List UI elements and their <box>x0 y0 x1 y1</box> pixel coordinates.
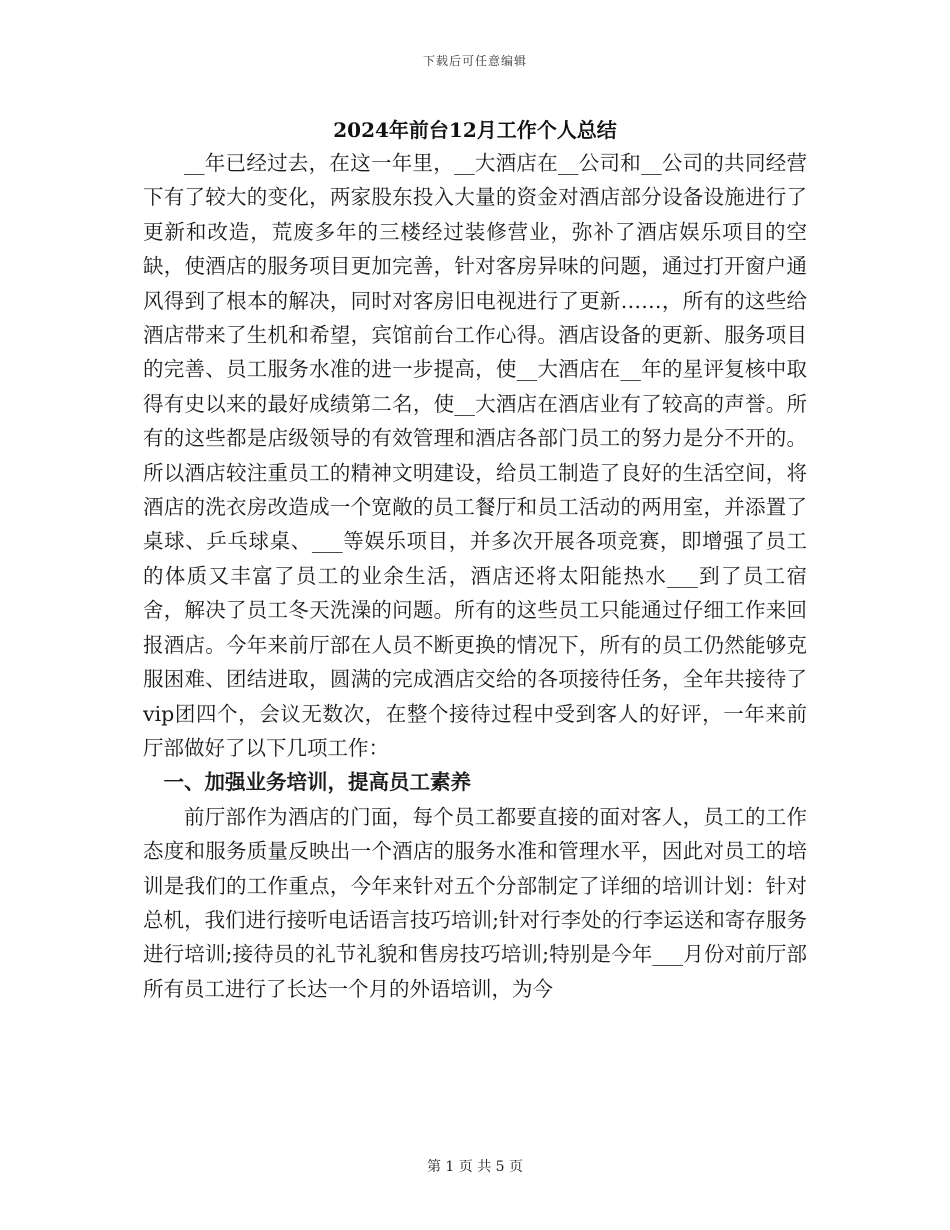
paragraph-intro: __年已经过去，在这一年里，__大酒店在__公司和__公司的共同经营下有了较大的变化，两家股东投入大量的资金对酒店部分设备设施进行了更新和改造，荒废多年的三楼经过装修营业，弥补了酒店娱乐项目的空缺，使酒店的服务项目更加完善，针对客房异味的问题，通过打开窗户通风得到了根本的解决，同时对客房旧电视进行了更新……，所有的这些给酒店带来了生机和希望，宾馆前台工作心得。酒店设备的更新、服务项目的完善、员工服务水准的进一步提高，使__大酒店在__年的星评复核中取得有史以来的最好成绩第二名，使__大酒店在酒店业有了较高的声誉。所有的这些都是店级领导的有效管理和酒店各部门员工的努力是分不开的。所以酒店较注重员工的精神文明建设，给员工制造了良好的生活空间，将酒店的洗衣房改造成一个宽敞的员工餐厅和员工活动的两用室，并添置了桌球、乒乓球桌、___等娱乐项目，并多次开展各项竞赛，即增强了员工的体质又丰富了员工的业余生活，酒店还将太阳能热水___到了员工宿舍，解决了员工冬天洗澡的问题。所有的这些员工只能通过仔细工作来回报酒店。今年来前厅部在人员不断更换的情况下，所有的员工仍然能够克服困难、团结进取，圆满的完成酒店交给的各项接待任务，全年共接待了vip团四个，会议无数次，在整个接待过程中受到客人的好评，一年来前厅部做好了以下几项工作： <box>143 151 807 760</box>
document-title: 2024年前台12月工作个人总结 <box>333 118 617 142</box>
paragraph-training: 前厅部作为酒店的门面，每个员工都要直接的面对客人，员工的工作态度和服务质量反映出一个酒店的服务水准和管理水平，因此对员工的培训是我们的工作重点，今年来针对五个分部制定了详细的培训计划：针对总机，我们进行接听电话语言技巧培训;针对行李处的行李运送和寄存服务进行培训;接待员的礼节礼貌和售房技巧培训;特别是今年___月份对前厅部所有员工进行了长达一个月的外语培训，为今 <box>143 804 807 1001</box>
section-heading-1: 一、加强业务培训，提高员工素养 <box>163 770 471 795</box>
document-body <box>143 146 807 1006</box>
header-note: 下载后可任意编辑 <box>422 54 527 68</box>
page-indicator: 第 1 页 共 5 页 <box>426 1159 524 1175</box>
